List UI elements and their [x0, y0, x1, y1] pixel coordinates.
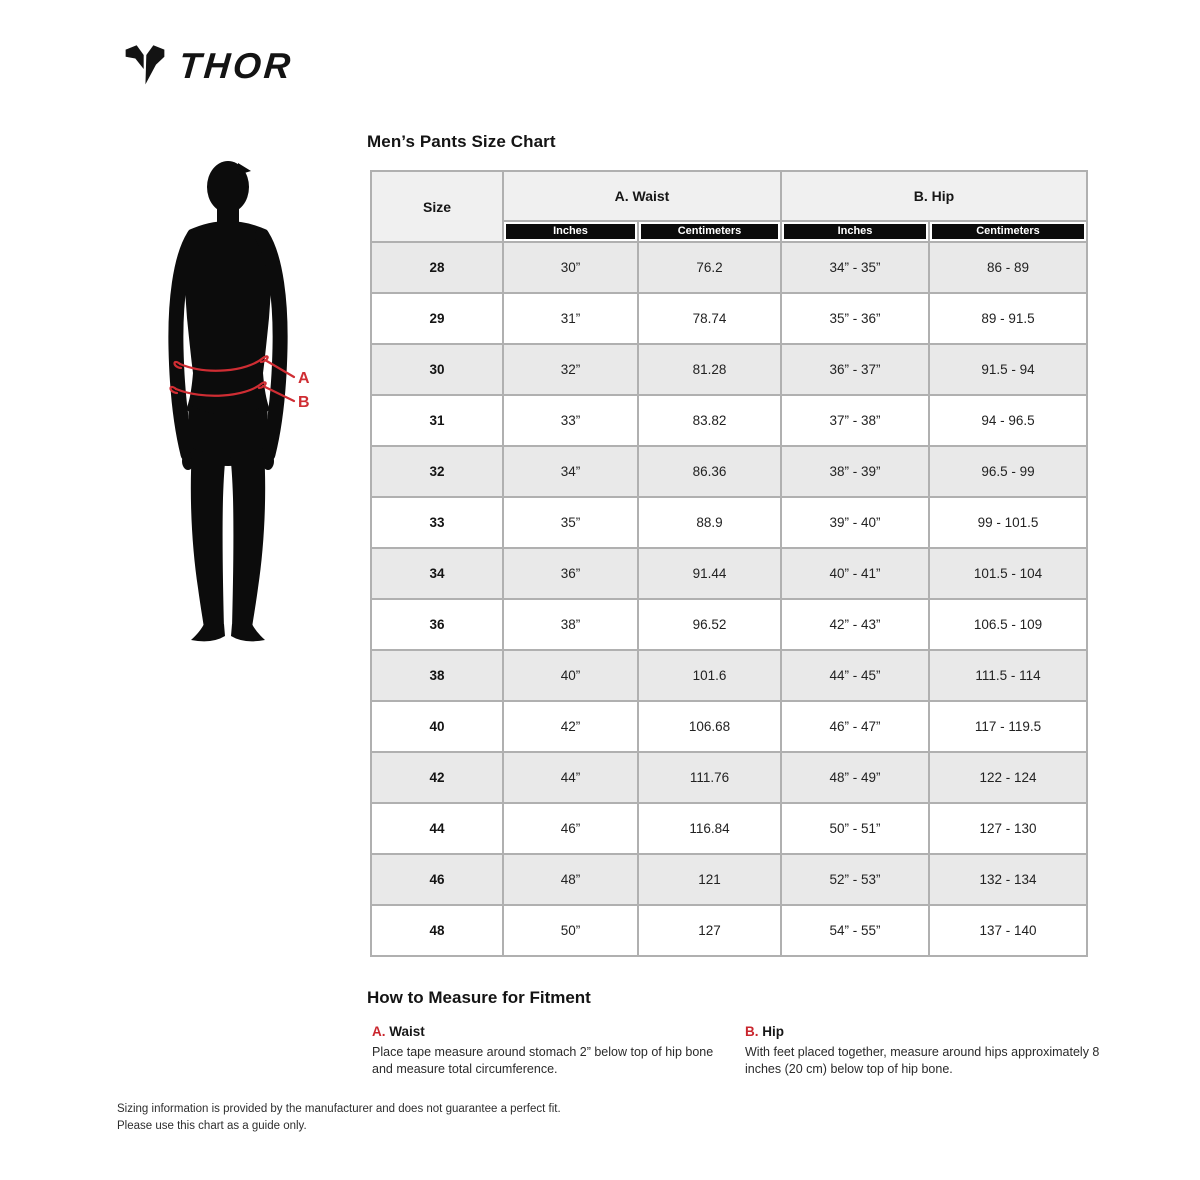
subheader-hip-inches [781, 221, 929, 242]
measure-item-hip [745, 1024, 1100, 1078]
cell-size: 33 [371, 497, 503, 548]
cell-waist_cm: 96.52 [638, 599, 781, 650]
cell-hip_cm: 89 - 91.5 [929, 293, 1087, 344]
cell-waist_in: 48” [503, 854, 638, 905]
cell-size: 31 [371, 395, 503, 446]
table-row [371, 395, 1087, 446]
cell-waist_cm: 86.36 [638, 446, 781, 497]
table-row [371, 905, 1087, 956]
col-header-size: Size [371, 171, 503, 242]
footer-line-2: Please use this chart as a guide only. [117, 1120, 307, 1132]
cell-hip_in: 37” - 38” [781, 395, 929, 446]
cell-hip_cm: 132 - 134 [929, 854, 1087, 905]
table-row [371, 854, 1087, 905]
brand-logo [123, 42, 293, 89]
cell-size: 42 [371, 752, 503, 803]
table-row [371, 803, 1087, 854]
measure-letter-a: A. [372, 1024, 386, 1039]
cell-hip_in: 34” - 35” [781, 242, 929, 293]
measure-text-waist: Place tape measure around stomach 2” below top of hip bone and measure total circumference. [372, 1045, 714, 1076]
cell-hip_in: 50” - 51” [781, 803, 929, 854]
body-silhouette [176, 161, 280, 641]
cell-hip_cm: 94 - 96.5 [929, 395, 1087, 446]
cell-waist_in: 34” [503, 446, 638, 497]
subheader-waist-centimeters [638, 221, 781, 242]
size-chart-table [370, 170, 1088, 957]
size-table-body [371, 242, 1087, 956]
cell-size: 44 [371, 803, 503, 854]
cell-hip_in: 44” - 45” [781, 650, 929, 701]
measure-item-waist [372, 1024, 727, 1078]
subheader-label: Centimeters [641, 224, 778, 239]
chart-title: Men’s Pants Size Chart [367, 132, 556, 151]
cell-waist_cm: 111.76 [638, 752, 781, 803]
measure-text-hip: With feet placed together, measure around hips approximately 8 inches (20 cm) below top of hip bone. [745, 1045, 1100, 1076]
cell-size: 38 [371, 650, 503, 701]
cell-waist_cm: 121 [638, 854, 781, 905]
cell-waist_in: 35” [503, 497, 638, 548]
brand-logo-text: THOR [177, 44, 295, 86]
cell-waist_in: 36” [503, 548, 638, 599]
cell-hip_cm: 117 - 119.5 [929, 701, 1087, 752]
cell-hip_in: 46” - 47” [781, 701, 929, 752]
measure-name-waist: Waist [389, 1024, 425, 1039]
measure-section-title: How to Measure for Fitment [367, 988, 591, 1007]
measure-name-hip: Hip [762, 1024, 785, 1039]
cell-hip_in: 42” - 43” [781, 599, 929, 650]
cell-waist_cm: 127 [638, 905, 781, 956]
cell-hip_cm: 127 - 130 [929, 803, 1087, 854]
cell-hip_cm: 106.5 - 109 [929, 599, 1087, 650]
col-header-hip: B. Hip [781, 171, 1087, 221]
cell-size: 46 [371, 854, 503, 905]
cell-waist_cm: 81.28 [638, 344, 781, 395]
table-row [371, 650, 1087, 701]
measure-item-waist-heading [372, 1024, 727, 1039]
table-row [371, 446, 1087, 497]
cell-waist_cm: 78.74 [638, 293, 781, 344]
cell-waist_cm: 116.84 [638, 803, 781, 854]
cell-waist_in: 46” [503, 803, 638, 854]
figure-label-b: B [298, 394, 310, 411]
cell-waist_cm: 106.68 [638, 701, 781, 752]
cell-size: 32 [371, 446, 503, 497]
cell-hip_in: 36” - 37” [781, 344, 929, 395]
cell-hip_cm: 86 - 89 [929, 242, 1087, 293]
cell-size: 29 [371, 293, 503, 344]
cell-hip_cm: 111.5 - 114 [929, 650, 1087, 701]
cell-waist_in: 44” [503, 752, 638, 803]
cell-waist_cm: 91.44 [638, 548, 781, 599]
subheader-label: Inches [506, 224, 635, 239]
male-silhouette-figure [148, 158, 333, 658]
cell-size: 30 [371, 344, 503, 395]
table-row [371, 599, 1087, 650]
cell-waist_cm: 83.82 [638, 395, 781, 446]
cell-waist_in: 38” [503, 599, 638, 650]
cell-size: 48 [371, 905, 503, 956]
cell-waist_in: 42” [503, 701, 638, 752]
cell-waist_in: 31” [503, 293, 638, 344]
cell-hip_in: 40” - 41” [781, 548, 929, 599]
cell-hip_in: 48” - 49” [781, 752, 929, 803]
table-row [371, 344, 1087, 395]
figure-label-a: A [298, 370, 310, 387]
cell-waist_in: 30” [503, 242, 638, 293]
cell-hip_cm: 96.5 - 99 [929, 446, 1087, 497]
cell-hip_in: 54” - 55” [781, 905, 929, 956]
col-header-waist: A. Waist [503, 171, 781, 221]
measure-letter-b: B. [745, 1024, 759, 1039]
table-row [371, 752, 1087, 803]
thor-mark-icon [123, 42, 167, 89]
cell-waist_in: 32” [503, 344, 638, 395]
subheader-label: Centimeters [932, 224, 1084, 239]
footer-line-1: Sizing information is provided by the manufacturer and does not guarantee a perfect fit. [117, 1103, 561, 1115]
subheader-waist-inches [503, 221, 638, 242]
cell-waist_in: 40” [503, 650, 638, 701]
cell-hip_cm: 122 - 124 [929, 752, 1087, 803]
cell-waist_cm: 101.6 [638, 650, 781, 701]
cell-size: 36 [371, 599, 503, 650]
cell-waist_in: 50” [503, 905, 638, 956]
cell-waist_in: 33” [503, 395, 638, 446]
cell-hip_cm: 137 - 140 [929, 905, 1087, 956]
cell-hip_cm: 91.5 - 94 [929, 344, 1087, 395]
cell-hip_in: 39” - 40” [781, 497, 929, 548]
footer-disclaimer [117, 1101, 561, 1135]
cell-hip_in: 38” - 39” [781, 446, 929, 497]
table-row [371, 293, 1087, 344]
cell-waist_cm: 76.2 [638, 242, 781, 293]
cell-size: 28 [371, 242, 503, 293]
subheader-hip-centimeters [929, 221, 1087, 242]
cell-waist_cm: 88.9 [638, 497, 781, 548]
table-row [371, 497, 1087, 548]
measure-item-hip-heading [745, 1024, 1100, 1039]
subheader-label: Inches [784, 224, 926, 239]
cell-hip_in: 35” - 36” [781, 293, 929, 344]
cell-hip_cm: 101.5 - 104 [929, 548, 1087, 599]
table-row [371, 548, 1087, 599]
cell-hip_cm: 99 - 101.5 [929, 497, 1087, 548]
cell-hip_in: 52” - 53” [781, 854, 929, 905]
table-row [371, 701, 1087, 752]
table-row [371, 242, 1087, 293]
cell-size: 34 [371, 548, 503, 599]
cell-size: 40 [371, 701, 503, 752]
